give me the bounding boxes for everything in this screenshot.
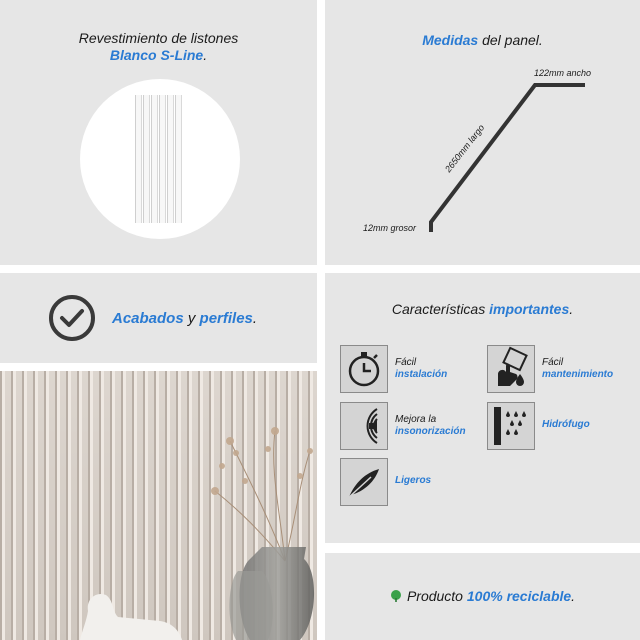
features-title-plain: Características [391,301,490,317]
feature-line2: Ligeros [395,475,432,486]
feature-line1: Mejora la [395,414,437,425]
length-label: 2650mm largo [443,122,487,175]
features-panel [325,273,640,543]
feature-line1: Fácil [395,357,417,368]
stopwatch-icon [340,345,388,393]
product-title-panel [0,0,317,265]
feature-line2: mantenimiento [542,369,614,380]
width-label: 122mm ancho [534,68,592,78]
dimensions-panel [325,0,640,265]
recyclable-period: . [571,588,576,604]
feature-lightweight [395,475,431,487]
finishes-panel [0,273,317,363]
features-title-highlight: importantes [489,301,570,317]
room-photo [0,371,317,640]
recyclable-title [325,588,640,604]
recyclable-panel [325,553,640,640]
feature-easy-install [395,357,447,381]
thickness-label: 12mm grosor [363,223,417,233]
recyclable-highlight: 100% reciclable [466,588,572,604]
panel-slat [175,95,182,223]
small-vase [229,571,272,640]
feature-line1: Fácil [542,357,564,368]
feature-line2: instalación [395,369,448,380]
feature-line2: insonorización [395,426,466,437]
dimensions-title-rest: del panel. [478,32,543,48]
product-title [0,30,317,64]
finishes-title [112,310,257,327]
panel-slat [151,95,158,223]
panel-slat [159,95,166,223]
sound-waves-icon [340,402,388,450]
hand-water-icon [487,345,535,393]
product-image-circle [80,79,240,239]
slat-wall-photo [0,371,317,640]
product-title-line1: Revestimiento de listones [78,30,239,46]
panel-slat [135,95,142,223]
feature-soundproofing [395,414,466,438]
tree-icon [390,590,402,602]
profiles-word: perfiles [199,310,253,327]
feather-icon [340,458,388,506]
feature-line2: Hidrófugo [542,419,590,430]
recyclable-prefix: Producto [406,588,467,604]
features-title [325,301,640,317]
finishes-connector: y [183,310,200,327]
finishes-word: Acabados [112,310,184,327]
product-title-period: . [203,47,208,63]
water-drops-icon [487,402,535,450]
feature-easy-maintenance [542,357,613,381]
feature-waterproof [542,419,590,431]
panel-slat [167,95,174,223]
features-title-period: . [569,301,574,317]
product-title-line2: Blanco S-Line [109,47,204,63]
panel-slat [143,95,150,223]
dimensions-title-highlight: Medidas [422,32,479,48]
checkmark-circle-icon [48,294,96,342]
finishes-period: . [252,310,258,327]
